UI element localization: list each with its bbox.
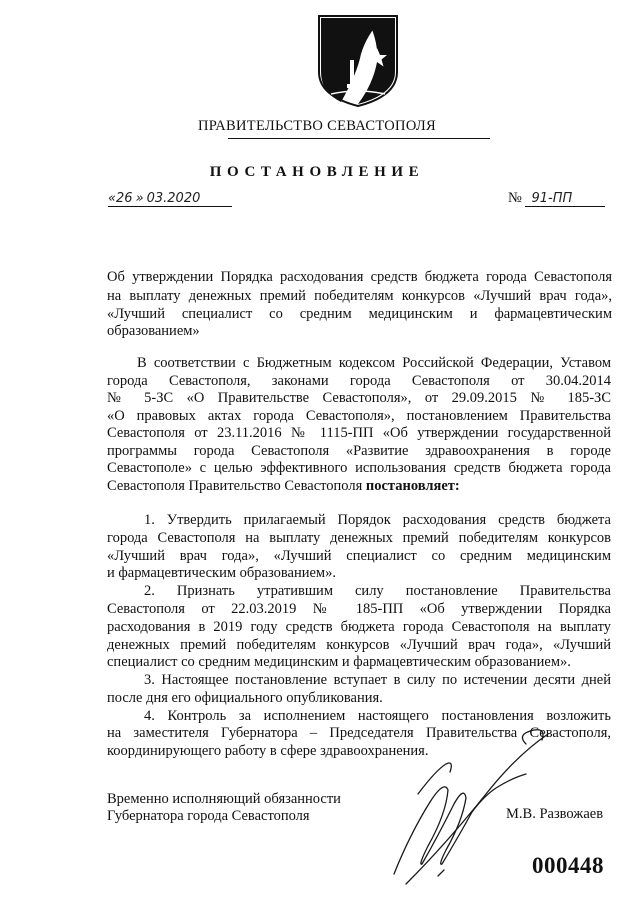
title-line: на выплату денежных премий победителям конкурсов «Лучший врач года», bbox=[107, 288, 612, 304]
decides-word: постановляет: bbox=[365, 478, 460, 494]
preamble-line: «О правовых актах города Севастополя», постановлением Правительства bbox=[107, 408, 611, 424]
document-type: ПОСТАНОВЛЕНИЕ bbox=[209, 164, 425, 180]
title-line: Об утверждении Порядка расходования средств бюджета города Севастополя bbox=[107, 269, 612, 285]
item-line: 3. Настоящее постановление вступает в силу по истечении десяти дней bbox=[144, 672, 611, 688]
preamble-line: В соответствии с Бюджетным кодексом Российской Федерации, Уставом bbox=[137, 355, 611, 371]
item-line: города Севастополя на выплату денежных премий победителям конкурсов bbox=[107, 530, 611, 546]
preamble-line: Севастополе» с целью эффективного использования средств бюджета города bbox=[107, 460, 611, 476]
item-line: и фармацевтическим образованием». bbox=[107, 565, 336, 581]
signer-position-line1: Временно исполняющий обязанности bbox=[107, 791, 341, 807]
preamble-line: № 5-ЗС «О Правительстве Севастополя», от 29.09.2015 № 185-ЗС bbox=[107, 390, 611, 406]
government-name: ПРАВИТЕЛЬСТВО СЕВАСТОПОЛЯ bbox=[198, 118, 436, 134]
item-line: «Лучший врач года», «Лучший специалист со средним медицинским bbox=[107, 548, 611, 564]
date-day: 26 bbox=[116, 191, 133, 206]
item-line: Севастополя от 22.03.2019 № 185-ПП «Об утверждении Порядка bbox=[107, 601, 611, 617]
preamble-line: города Севастополя, законами города Севастополя от 30.04.2014 bbox=[107, 373, 611, 389]
item-line: координирующего работу в сфере здравоохранения. bbox=[107, 743, 429, 759]
item-line: после дня его официального опубликования. bbox=[107, 690, 383, 706]
preamble-line: программы города Севастополя «Развитие здравоохранения в городе bbox=[107, 443, 611, 459]
item-line: денежных премий победителям конкурсов «Лучший врач года», «Лучший bbox=[107, 637, 611, 653]
item-line: специалист со средним медицинским и фармацевтическим образованием». bbox=[107, 654, 571, 670]
item-line: 4. Контроль за исполнением настоящего постановления возложить bbox=[144, 708, 611, 724]
registration-number: 000448 bbox=[532, 853, 604, 878]
date-month-year: 03.2020 bbox=[146, 191, 201, 206]
signer-name: М.В. Развожаев bbox=[506, 806, 604, 822]
date-open-quote: « bbox=[108, 191, 117, 206]
preamble-text: Севастополя Правительство Севастополя bbox=[107, 478, 366, 494]
date-close-quote: » bbox=[135, 191, 144, 206]
number-value: 91-ПП bbox=[531, 191, 573, 206]
item-line: на заместителя Губернатора – Председателя Правительства Севастополя, bbox=[107, 725, 611, 741]
preamble-line: Севастополя от 23.11.2016 № 1115-ПП «Об утверждении государственной bbox=[107, 425, 611, 441]
number-prefix: № bbox=[508, 190, 522, 206]
item-line: 2. Признать утратившим силу постановление Правительства bbox=[144, 583, 611, 599]
title-line: «Лучший специалист со средним медицинским и фармацевтическим bbox=[107, 306, 612, 322]
signer-position-line2: Губернатора города Севастополя bbox=[107, 808, 310, 824]
title-line: образованием» bbox=[107, 323, 200, 339]
item-line: 1. Утвердить прилагаемый Порядок расходования средств бюджета bbox=[144, 512, 611, 528]
item-line: расходования в 2019 году средств бюджета города Севастополя на выплату bbox=[107, 619, 611, 635]
